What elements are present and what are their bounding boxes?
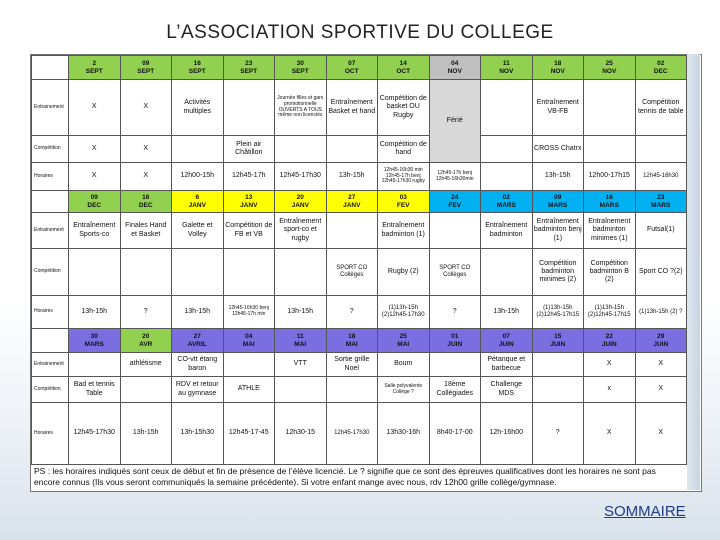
date-cell: 20 JANV	[275, 191, 327, 213]
table-cell: SPORT CO Collèges	[429, 249, 481, 296]
row-label: Compétition	[32, 249, 69, 296]
date-cell: 02 DEC	[635, 56, 687, 80]
date-row	[32, 191, 687, 213]
table-cell	[275, 136, 327, 163]
date-cell: 16 DEC	[120, 191, 172, 213]
table-cell: Pétanque et barbecue	[481, 353, 533, 377]
table-cell: 18ème Collègiades	[429, 377, 481, 403]
table-cell: Compétition badminton B (2)	[584, 249, 636, 296]
table-cell: Futsal(1)	[635, 213, 687, 249]
table-cell: 13h-15h	[69, 296, 121, 329]
table-cell: athlétisme	[120, 353, 172, 377]
table-cell: (1)13h-15h (2)12h45-17h15	[584, 296, 636, 329]
date-cell: 6 JANV	[172, 191, 224, 213]
table-cell: 13h-15h30	[172, 403, 224, 465]
table-cell: 12h45-17h30	[326, 403, 378, 465]
table-cell: X	[120, 136, 172, 163]
date-cell: 23 SEPT	[223, 56, 275, 80]
table-cell	[635, 136, 687, 163]
table-cell: Salle polyvalente Collège ?	[378, 377, 430, 403]
date-cell: 07 JUIN	[481, 329, 533, 353]
table-cell: Entraînement Basket et hand	[326, 80, 378, 136]
table-cell	[481, 136, 533, 163]
table-cell	[172, 136, 224, 163]
date-cell: 25 MAI	[378, 329, 430, 353]
table-cell	[481, 249, 533, 296]
table-cell: CO-vtt étang baron	[172, 353, 224, 377]
table-cell: X	[635, 353, 687, 377]
date-cell: 07 OCT	[326, 56, 378, 80]
table-cell: Journée filles et gars promotionnelle OUVERTS A TOUS même non licenciés	[275, 80, 327, 136]
table-cell: 13h-15h	[275, 296, 327, 329]
table-cell	[429, 353, 481, 377]
date-cell: 04 MAI	[223, 329, 275, 353]
table-cell: 12h45-17h	[223, 163, 275, 191]
table-cell: Entraînement badminton minimes (1)	[584, 213, 636, 249]
table-cell: ?	[120, 296, 172, 329]
table-cell: 13h30-16h	[378, 403, 430, 465]
table-cell: 12h-16h00	[481, 403, 533, 465]
table-cell: Entraînement badminton benj (1)	[532, 213, 584, 249]
date-cell: 22 JUIN	[584, 329, 636, 353]
decorative-edge	[687, 54, 700, 490]
table-cell	[120, 249, 172, 296]
date-cell: 15 JUIN	[532, 329, 584, 353]
date-cell: 04 NOV	[429, 56, 481, 80]
table-cell: 8h40-17-00	[429, 403, 481, 465]
table-cell: Galette et Volley	[172, 213, 224, 249]
page-title: L’ASSOCIATION SPORTIVE DU COLLEGE	[166, 22, 554, 43]
table-cell: Compétition badminton minimes (2)	[532, 249, 584, 296]
horaires-row	[32, 296, 687, 329]
entrainement-row	[32, 80, 687, 136]
schedule-sheet	[30, 54, 702, 492]
date-row	[32, 56, 687, 80]
competition-row	[32, 377, 687, 403]
table-cell	[326, 136, 378, 163]
table-cell: Challenge MDS	[481, 377, 533, 403]
table-cell: Compétition tennis de table	[635, 80, 687, 136]
date-cell: 16 MARS	[584, 191, 636, 213]
sommaire-link[interactable]: SOMMAIRE	[604, 503, 686, 520]
competition-row	[32, 249, 687, 296]
horaires-row	[32, 403, 687, 465]
table-cell	[326, 213, 378, 249]
table-cell	[69, 353, 121, 377]
table-cell	[584, 136, 636, 163]
table-cell: (1)13h-15h (2)12h45-17h30	[378, 296, 430, 329]
table-cell	[69, 249, 121, 296]
date-cell: 13 JANV	[223, 191, 275, 213]
table-cell: 13h-15h	[481, 296, 533, 329]
date-cell: 11 MAI	[275, 329, 327, 353]
date-cell: 2 SEPT	[69, 56, 121, 80]
row-label: Entrainement	[32, 353, 69, 377]
entrainement-row	[32, 213, 687, 249]
date-cell: 18 NOV	[532, 56, 584, 80]
date-cell: 02 MARS	[481, 191, 533, 213]
date-cell: 24 FEV	[429, 191, 481, 213]
ps-note: PS : les horaires indiqués sont ceux de début et fin de présence de l’élève licencié. Le ? signifie que ce sont des épreuves qualificatives dont les horaires ne sont pas encore connus (Ils vous seront communiqués la semaine précédente). Si votre enfant mange avec nous, rdv 12h00 grille collège/gymnase.	[31, 464, 686, 490]
row-label: Horaires	[32, 296, 69, 329]
table-cell: 12h30-15	[275, 403, 327, 465]
table-cell: Rugby (2)	[378, 249, 430, 296]
table-cell	[532, 353, 584, 377]
ferie-cell: Férié	[429, 80, 481, 163]
table-cell: Entraînement Sports-co	[69, 213, 121, 249]
date-cell: 18 MAI	[326, 329, 378, 353]
date-cell: 01 JUIN	[429, 329, 481, 353]
table-cell: X	[635, 377, 687, 403]
row-label: Compétition	[32, 136, 69, 163]
table-cell: 12h45-17h30	[275, 163, 327, 191]
table-cell: RDV et retour au gymnase	[172, 377, 224, 403]
date-cell: 11 NOV	[481, 56, 533, 80]
table-cell: 13h-15h	[120, 403, 172, 465]
table-cell: Compétition de basket OU Rugby	[378, 80, 430, 136]
table-cell: 12h00-15h	[172, 163, 224, 191]
table-cell: Sortie grille Noel	[326, 353, 378, 377]
table-cell	[223, 249, 275, 296]
date-cell: 30 MARS	[69, 329, 121, 353]
table-cell: Entraînement sport-co et rugby	[275, 213, 327, 249]
table-cell: CROSS Chatrx	[532, 136, 584, 163]
table-cell	[223, 80, 275, 136]
table-cell: ?	[326, 296, 378, 329]
table-cell: 12h00-17h15	[584, 163, 636, 191]
table-cell: Entraînement VB-FB	[532, 80, 584, 136]
table-cell: SPORT CO Collèges	[326, 249, 378, 296]
table-cell	[481, 163, 533, 191]
date-cell: 29 JUIN	[635, 329, 687, 353]
table-cell	[275, 249, 327, 296]
date-cell: 27 JANV	[326, 191, 378, 213]
table-cell: Bad et tennis Table	[69, 377, 121, 403]
table-cell: VTT	[275, 353, 327, 377]
table-cell: 12h45-16h30 min 12h45-17h benj 12h45-17h30 rugby	[378, 163, 430, 191]
table-cell: X	[69, 136, 121, 163]
table-cell: 12h45-17-45	[223, 403, 275, 465]
table-cell: X	[584, 353, 636, 377]
table-cell: X	[635, 403, 687, 465]
table-cell: x	[584, 377, 636, 403]
table-cell: (1)13h-15h (2)12h45-17h15	[532, 296, 584, 329]
table-cell: ?	[532, 403, 584, 465]
table-cell: Entraînement badminton	[481, 213, 533, 249]
table-cell	[584, 80, 636, 136]
table-cell: Entraînement badminton (1)	[378, 213, 430, 249]
table-cell: Compétition de hand	[378, 136, 430, 163]
date-cell: 20 AVR	[120, 329, 172, 353]
row-label: Entrainement	[32, 80, 69, 136]
entrainement-row	[32, 353, 687, 377]
row-label: Horaires	[32, 163, 69, 191]
date-cell: 16 SEPT	[172, 56, 224, 80]
table-cell	[120, 377, 172, 403]
table-cell: Activités multiples	[172, 80, 224, 136]
table-cell	[326, 377, 378, 403]
table-cell: Sport CO ?(2)	[635, 249, 687, 296]
horaires-row	[32, 163, 687, 191]
table-cell: 12h45-16h30 benj 12h45-17h min	[223, 296, 275, 329]
table-cell: ?	[429, 296, 481, 329]
table-cell	[532, 377, 584, 403]
date-cell: 23 MARS	[635, 191, 687, 213]
date-cell: 27 AVRIL	[172, 329, 224, 353]
table-cell: X	[120, 80, 172, 136]
table-cell: 13h-15h	[326, 163, 378, 191]
table-cell: (1)13h-15h (2) ?	[635, 296, 687, 329]
schedule-table	[31, 55, 687, 465]
table-cell: X	[69, 163, 121, 191]
date-cell: 30 SEPT	[275, 56, 327, 80]
table-cell: 12h45-17h benj 12h45-16h30min	[429, 163, 481, 191]
row-label: Entrainement	[32, 213, 69, 249]
date-cell: 03 FEV	[378, 191, 430, 213]
date-cell: 25 NOV	[584, 56, 636, 80]
table-cell: Finales Hand et Basket	[120, 213, 172, 249]
table-cell: X	[584, 403, 636, 465]
table-cell: Compétition de FB et VB	[223, 213, 275, 249]
competition-row	[32, 136, 687, 163]
table-cell: X	[120, 163, 172, 191]
row-label: Compétition	[32, 377, 69, 403]
table-cell	[172, 249, 224, 296]
table-cell: 12h45-17h30	[69, 403, 121, 465]
date-row	[32, 329, 687, 353]
table-cell: 13h-15h	[532, 163, 584, 191]
date-cell: 14 OCT	[378, 56, 430, 80]
date-cell: 09 SEPT	[120, 56, 172, 80]
date-cell: 09 MARS	[532, 191, 584, 213]
table-cell: X	[69, 80, 121, 136]
table-cell	[429, 213, 481, 249]
table-cell: Plein air Châtillon	[223, 136, 275, 163]
table-cell: 12h45-16h30	[635, 163, 687, 191]
table-cell	[481, 80, 533, 136]
table-cell: Boum	[378, 353, 430, 377]
table-cell: ATHLE	[223, 377, 275, 403]
row-label: Horaires	[32, 403, 69, 465]
table-cell	[223, 353, 275, 377]
table-cell: 13h-15h	[172, 296, 224, 329]
table-cell	[275, 377, 327, 403]
date-cell: 09 DEC	[69, 191, 121, 213]
